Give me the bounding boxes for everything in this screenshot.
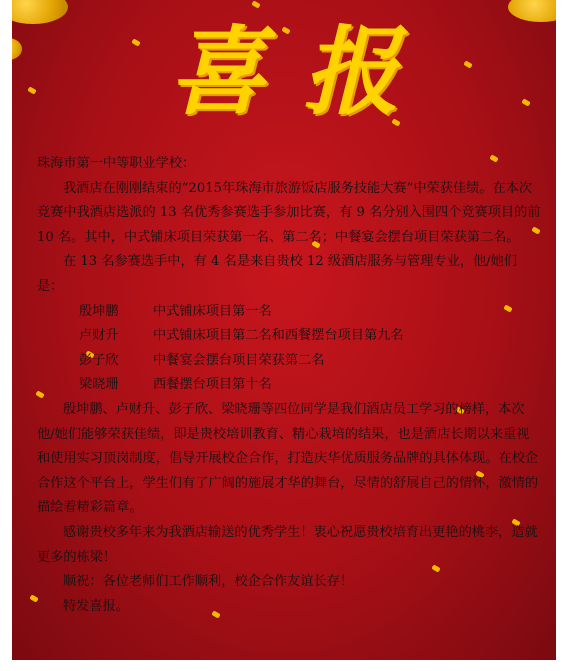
- poster-title: 喜报: [169, 15, 437, 128]
- winner-row: [37, 300, 542, 325]
- closing-line: 特发喜报。: [63, 598, 129, 614]
- winner-row: [37, 324, 542, 349]
- sparkle: [251, 0, 260, 8]
- winner-award: 中餐宴会摆台项目荣获第二名: [153, 352, 325, 368]
- winner-award: 西餐摆台项目第十名: [153, 377, 272, 393]
- winner-name: 彭子欣: [79, 352, 119, 368]
- winner-row: [37, 349, 542, 374]
- winner-row: [37, 373, 542, 398]
- thanks-paragraph: 感谢贵校多年来为我酒店输送的优秀学生！衷心祝愿贵校培育出更艳的桃李，造就更多的栋梁！: [37, 524, 538, 565]
- page-margin: [0, 660, 568, 671]
- winner-award: 中式铺床项目第二名和西餐摆台项目第九名: [153, 328, 404, 344]
- body-paragraph: 殷坤鹏、卢财升、彭子欣、梁晓珊等四位同学是我们酒店员工学习的榜样，本次他/她们能够荣获佳绩，即是贵校培训教育、精心栽培的结果，也是酒店长期以来重视和使用实习顶岗制度，倡导开展校企合作，打造庆华优质服务品牌的具体体现。在校企合作这个平台上，学生们有了广阔的施展才华的舞台，尽情的舒展自己的情怀，激情的描绘着精彩篇章。: [37, 401, 539, 516]
- wishes-line: 顺祝：各位老师们工作顺利，校企合作友谊长存！: [63, 574, 354, 590]
- winner-name: 殷坤鹏: [79, 303, 119, 319]
- winner-award: 中式铺床项目第一名: [153, 303, 272, 319]
- paragraph-2: 在 13 名参赛选手中，有 4 名是来自贵校 12 级酒店服务与管理专业，他/她们是：: [37, 254, 517, 294]
- poster: [12, 0, 556, 660]
- winner-name: 梁晓珊: [79, 377, 119, 393]
- greeting: 珠海市第一中等职业学校：: [37, 156, 196, 171]
- winner-name: 卢财升: [79, 328, 119, 344]
- paragraph-1: 我酒店在刚刚结束的“2015年珠海市旅游饭店服务技能大赛”中荣获佳绩。在本次竞赛中我酒店选派的 13 名优秀参赛选手参加比赛，有 9 名分别入围四个竞赛项目的前 10 名。其中，中式铺床项目荣获第一名、第二名；中餐宴会摆台项目荣获第二名。: [37, 180, 541, 245]
- letter-body: [37, 152, 542, 619]
